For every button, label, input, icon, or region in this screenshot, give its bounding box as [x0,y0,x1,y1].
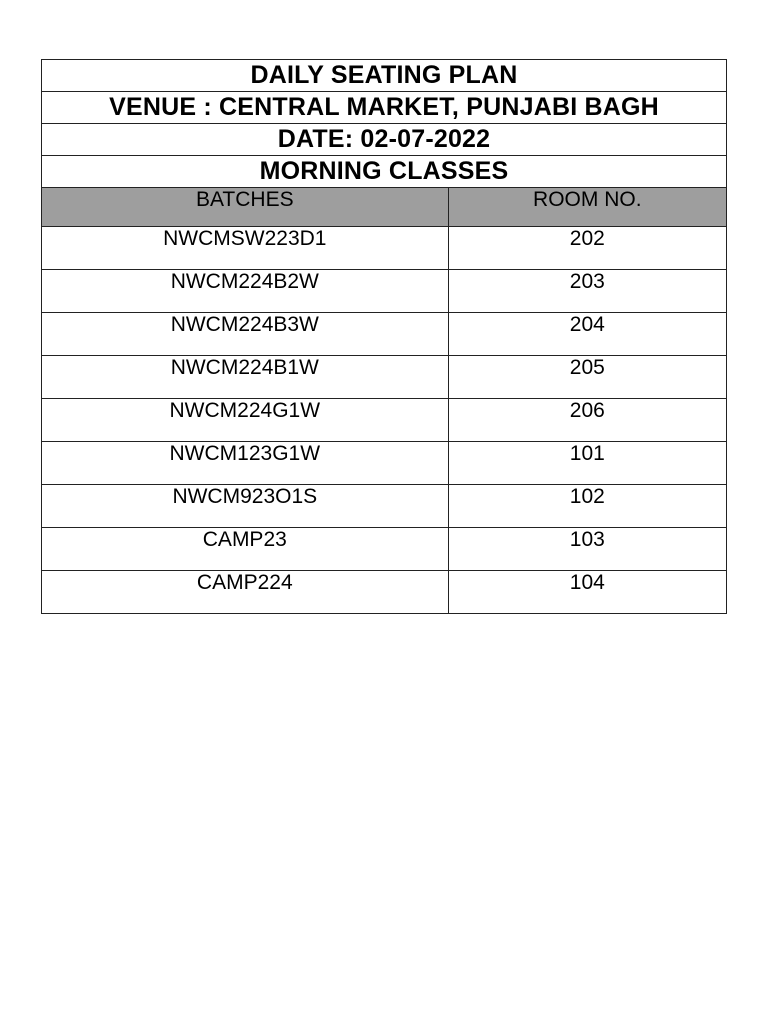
table-row [42,442,727,485]
title-row [42,60,727,92]
column-header-room-no: ROOM NO. [448,188,726,227]
room-cell: 203 [448,270,726,313]
room-cell: 202 [448,227,726,270]
room-cell: 204 [448,313,726,356]
table-row [42,528,727,571]
table-row [42,270,727,313]
table-row [42,356,727,399]
batch-cell: CAMP23 [42,528,449,571]
table-row [42,399,727,442]
column-header-row [42,188,727,227]
room-cell: 206 [448,399,726,442]
session-label: MORNING CLASSES [42,156,727,188]
column-header-batches: BATCHES [42,188,449,227]
batch-cell: NWCM224B1W [42,356,449,399]
seating-plan-sheet [41,59,727,614]
room-cell: 205 [448,356,726,399]
date-label: DATE: 02-07-2022 [42,124,727,156]
room-cell: 104 [448,571,726,614]
batch-cell: NWCM224B2W [42,270,449,313]
room-cell: 102 [448,485,726,528]
batch-cell: NWCM123G1W [42,442,449,485]
seating-plan-table [41,59,727,614]
batch-cell: CAMP224 [42,571,449,614]
room-cell: 103 [448,528,726,571]
table-row [42,485,727,528]
batch-cell: NWCM224G1W [42,399,449,442]
table-row [42,227,727,270]
plan-title: DAILY SEATING PLAN [42,60,727,92]
batch-cell: NWCM923O1S [42,485,449,528]
date-row [42,124,727,156]
venue-label: VENUE : CENTRAL MARKET, PUNJABI BAGH [42,92,727,124]
table-row [42,313,727,356]
table-row [42,571,727,614]
batch-cell: NWCM224B3W [42,313,449,356]
batch-cell: NWCMSW223D1 [42,227,449,270]
room-cell: 101 [448,442,726,485]
session-row [42,156,727,188]
venue-row [42,92,727,124]
